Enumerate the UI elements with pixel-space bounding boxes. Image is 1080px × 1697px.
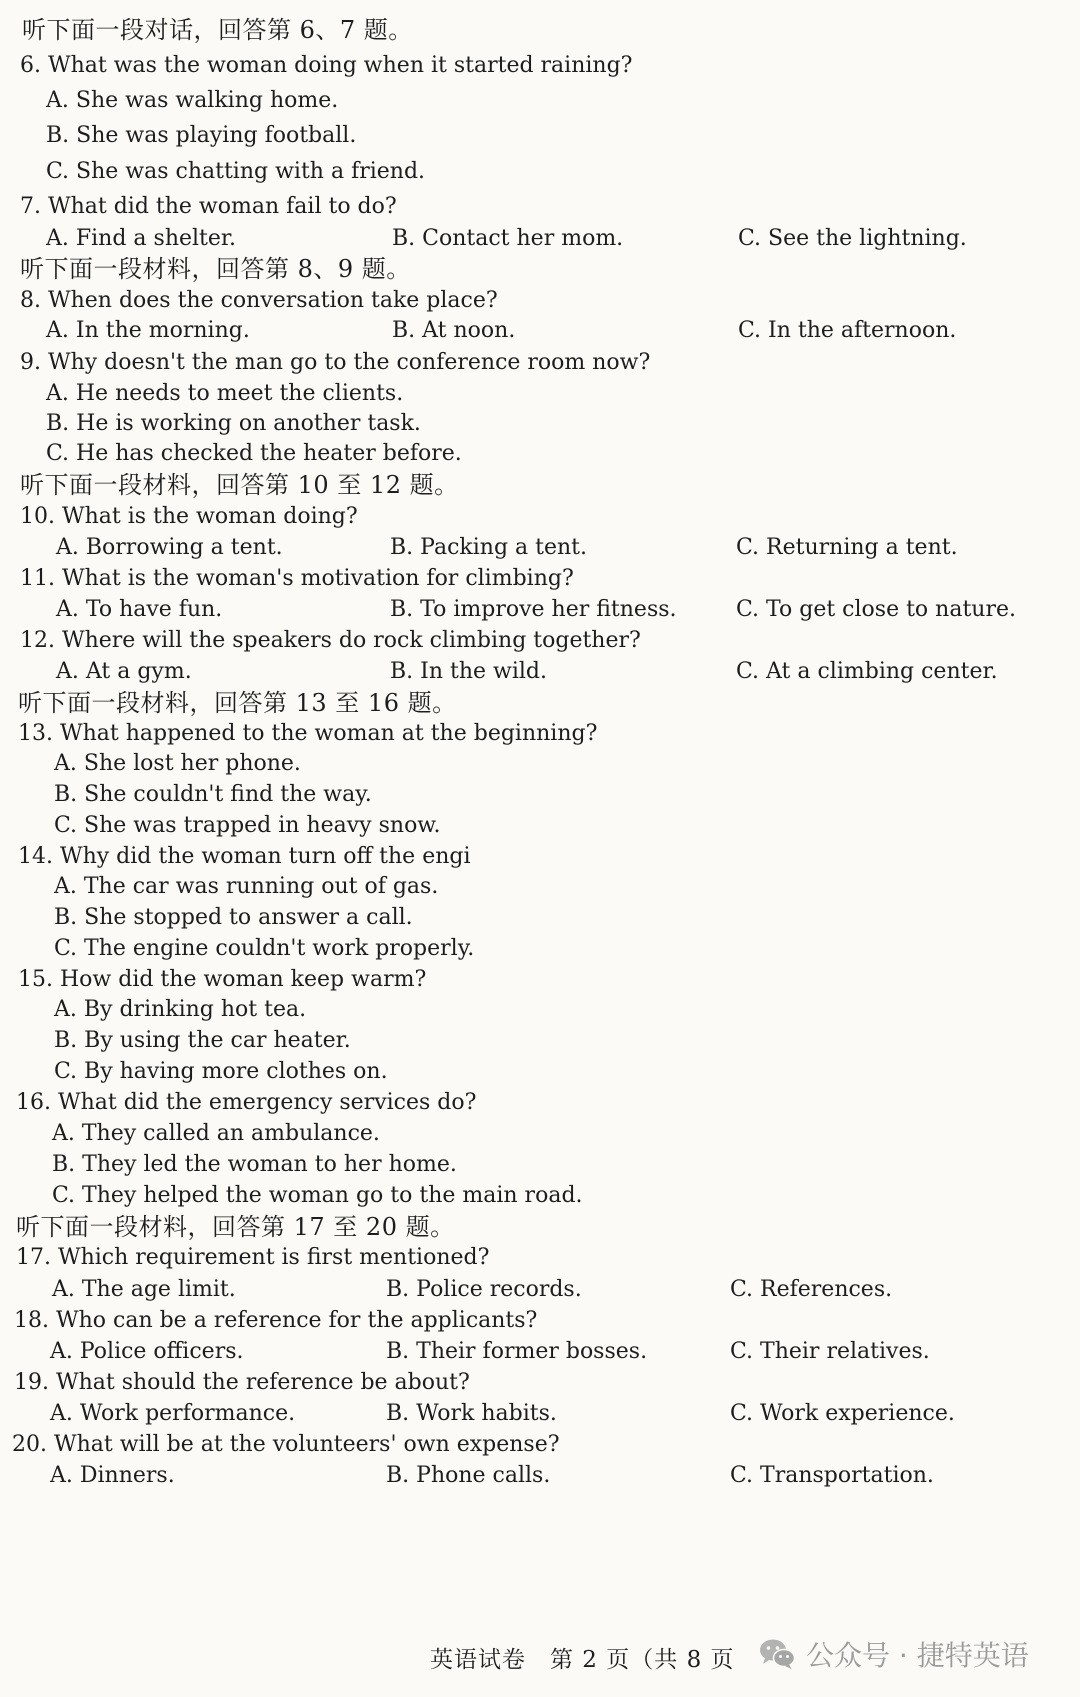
option-row: A. To have fun. B. To improve her fitness. C. To get close to nature. bbox=[56, 597, 1016, 622]
option-row: A. She was walking home. bbox=[46, 88, 339, 113]
section-heading: 听下面一段材料，回答第 17 至 20 题。 bbox=[16, 1213, 455, 1241]
question-8: 8. When does the conversation take place? bbox=[20, 288, 498, 313]
option-row: B. They led the woman to her home. bbox=[52, 1152, 457, 1177]
question-16: 16. What did the emergency services do? bbox=[16, 1090, 477, 1115]
question-19: 19. What should the reference be about? bbox=[14, 1370, 470, 1395]
option-row: B. He is working on another task. bbox=[46, 411, 421, 436]
wechat-icon bbox=[758, 1637, 796, 1671]
question-13: 13. What happened to the woman at the beginning? bbox=[18, 721, 598, 746]
option-row: A. Borrowing a tent. B. Packing a tent. C. Returning a tent. bbox=[56, 535, 958, 560]
option-row: C. The engine couldn't work properly. bbox=[54, 936, 475, 961]
section-heading: 听下面一段材料，回答第 13 至 16 题。 bbox=[18, 689, 457, 717]
option-row: A. She lost her phone. bbox=[54, 751, 301, 776]
question-15: 15. How did the woman keep warm? bbox=[18, 967, 427, 992]
option-row: A. Find a shelter. B. Contact her mom. C. See the lightning. bbox=[46, 226, 967, 251]
option-row: A. Police officers. B. Their former bosses. C. Their relatives. bbox=[50, 1339, 930, 1364]
option-row: A. The age limit. B. Police records. C. References. bbox=[52, 1277, 893, 1302]
option-row: B. She couldn't find the way. bbox=[54, 782, 372, 807]
section-heading: 听下面一段材料，回答第 10 至 12 题。 bbox=[20, 471, 459, 499]
option-row: B. She was playing football. bbox=[46, 123, 357, 148]
option-row: B. She stopped to answer a call. bbox=[54, 905, 413, 930]
option-row: C. She was trapped in heavy snow. bbox=[54, 813, 441, 838]
question-20: 20. What will be at the volunteers' own expense? bbox=[12, 1432, 560, 1457]
option-row: A. By drinking hot tea. bbox=[54, 997, 307, 1022]
section-heading: 听下面一段对话，回答第 6、7 题。 bbox=[22, 16, 413, 44]
question-9: 9. Why doesn't the man go to the conference room now? bbox=[20, 350, 651, 375]
option-row: A. The car was running out of gas. bbox=[54, 874, 439, 899]
watermark-text: 公众号 · 捷特英语 bbox=[806, 1639, 1029, 1672]
question-11: 11. What is the woman's motivation for climbing? bbox=[20, 566, 574, 591]
question-12: 12. Where will the speakers do rock climbing together? bbox=[20, 628, 641, 653]
question-7: 7. What did the woman fail to do? bbox=[20, 194, 397, 219]
section-heading: 听下面一段材料，回答第 8、9 题。 bbox=[20, 255, 411, 283]
watermark bbox=[758, 1632, 1029, 1676]
option-row: A. He needs to meet the clients. bbox=[46, 381, 404, 406]
option-row: A. Dinners. B. Phone calls. C. Transportation. bbox=[50, 1463, 934, 1488]
option-row: A. In the morning. B. At noon. C. In the afternoon. bbox=[46, 318, 957, 343]
option-row: B. By using the car heater. bbox=[54, 1028, 351, 1053]
option-row: C. They helped the woman go to the main road. bbox=[52, 1183, 583, 1208]
option-row: A. Work performance. B. Work habits. C. Work experience. bbox=[50, 1401, 955, 1426]
option-row: A. They called an ambulance. bbox=[52, 1121, 380, 1146]
question-10: 10. What is the woman doing? bbox=[20, 504, 358, 529]
question-17: 17. Which requirement is first mentioned? bbox=[16, 1245, 490, 1270]
question-6: 6. What was the woman doing when it started raining? bbox=[20, 53, 633, 78]
question-14: 14. Why did the woman turn off the engi bbox=[18, 844, 471, 869]
option-row: C. He has checked the heater before. bbox=[46, 441, 462, 466]
page-footer: 英语试卷 第 2 页（共 8 页 bbox=[430, 1647, 735, 1673]
option-row: C. By having more clothes on. bbox=[54, 1059, 388, 1084]
question-18: 18. Who can be a reference for the applicants? bbox=[14, 1308, 538, 1333]
option-row: C. She was chatting with a friend. bbox=[46, 159, 426, 184]
option-row: A. At a gym. B. In the wild. C. At a climbing center. bbox=[56, 659, 998, 684]
